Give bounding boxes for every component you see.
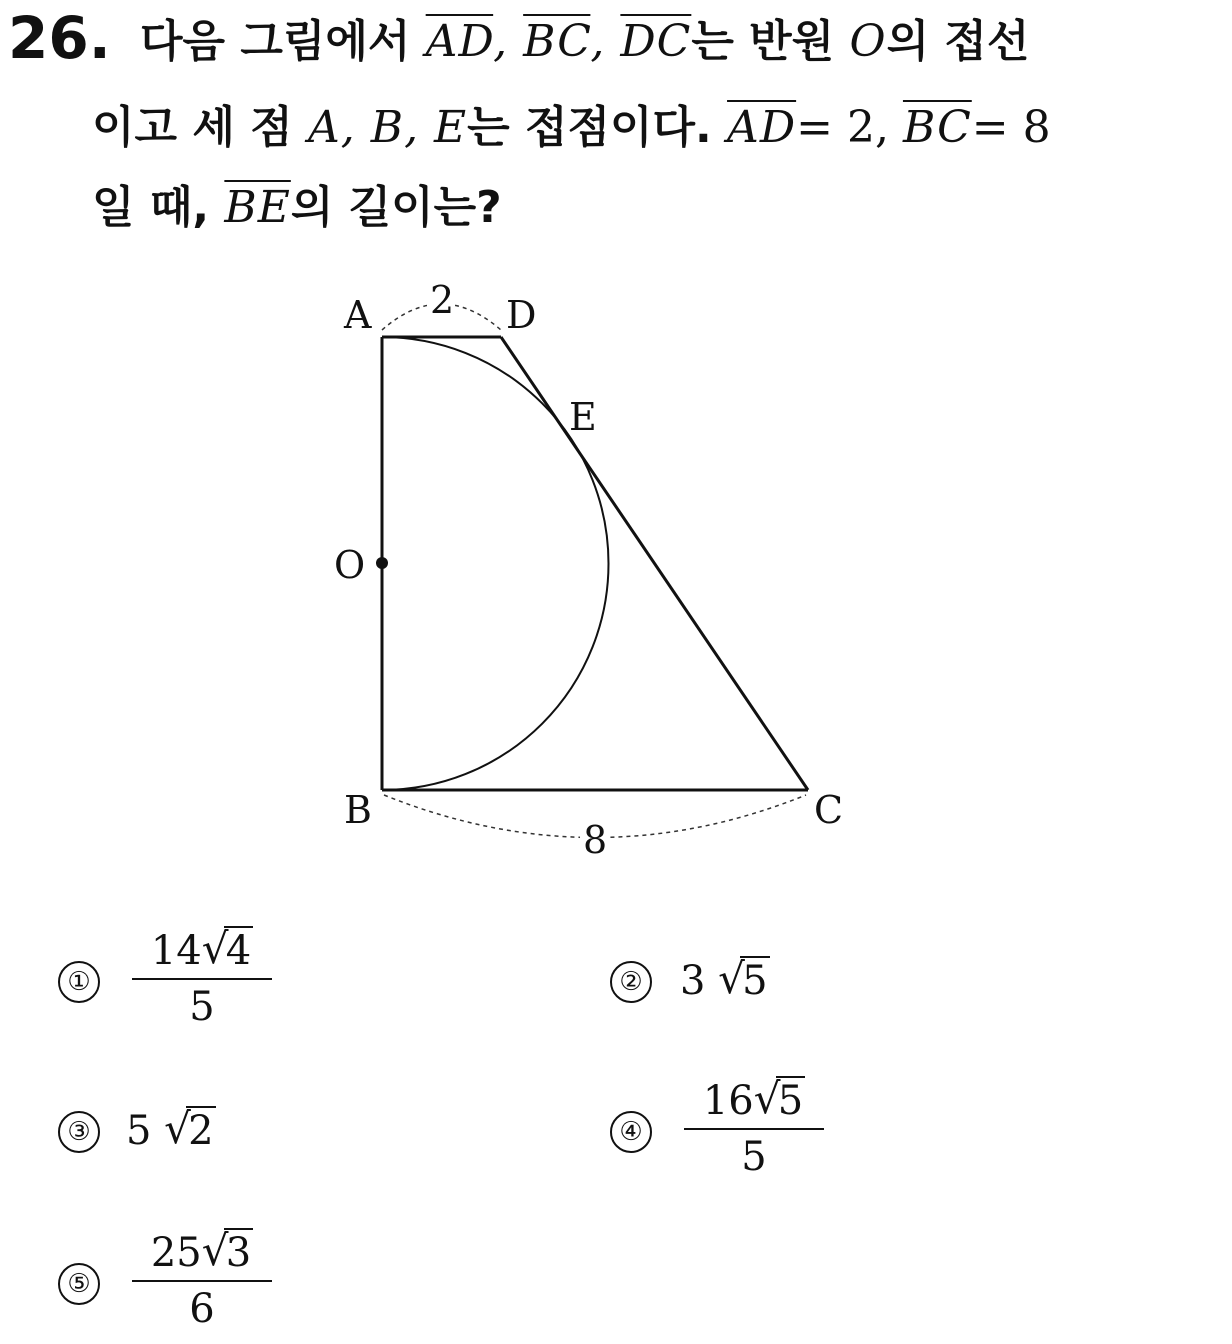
- label-b: B: [344, 788, 372, 832]
- coefficient: 5: [126, 1108, 152, 1154]
- question-text: 는 반원: [691, 16, 850, 67]
- label-c: C: [814, 788, 844, 832]
- radicand: 5: [742, 958, 768, 1004]
- numerator-coef: 16: [702, 1078, 754, 1124]
- label-e: E: [569, 395, 597, 439]
- question-text: 는 접점이다.: [467, 102, 728, 153]
- given-bc: = 8: [971, 102, 1051, 153]
- tangent-points: A, B, E: [307, 102, 468, 153]
- numerator-coef: 25: [150, 1230, 202, 1276]
- radicand: 3: [225, 1230, 252, 1276]
- denominator: 6: [189, 1286, 215, 1332]
- center-point-o: [376, 557, 388, 569]
- separator: ,: [590, 16, 621, 67]
- label-o: O: [334, 543, 366, 587]
- question-text: 의 길이는?: [290, 182, 502, 233]
- length-ad: 2: [430, 278, 455, 322]
- radicand: 2: [188, 1108, 214, 1154]
- question-text: 의 접선: [886, 16, 1030, 67]
- circle-label: O: [849, 16, 887, 67]
- choice-marker: ④: [610, 1111, 652, 1153]
- denominator: 5: [741, 1134, 767, 1180]
- question-number: 26.: [8, 4, 111, 72]
- label-d: D: [506, 293, 537, 337]
- label-a: A: [344, 293, 372, 337]
- question-text: 이고 세 점: [92, 102, 308, 153]
- segment-bc: $\overline{BC}$: [902, 102, 972, 153]
- choice-marker: ②: [610, 961, 652, 1003]
- radicand: 5: [777, 1078, 804, 1124]
- segment-dc: $\overline{DC}$: [620, 16, 692, 67]
- given-ad: = 2,: [796, 102, 903, 153]
- choice-value: 3 √ 5: [680, 954, 768, 1004]
- question-text: 일 때,: [92, 182, 225, 233]
- choice-fraction: 14 √ 4 5: [132, 928, 272, 1030]
- separator: ,: [493, 16, 524, 67]
- denominator: 5: [189, 984, 215, 1030]
- length-bc: 8: [583, 818, 608, 862]
- segment-dc-line: [501, 337, 808, 790]
- coefficient: 3: [680, 958, 706, 1004]
- question-text: 다음 그림에서: [140, 16, 426, 67]
- segment-bc: $\overline{BC}$: [523, 16, 591, 67]
- choice-value: 5 √ 2: [126, 1104, 214, 1154]
- radicand: 4: [225, 928, 252, 974]
- choice-marker: ⑤: [58, 1263, 100, 1305]
- choice-fraction: 16 √ 5 5: [684, 1078, 824, 1180]
- choice-fraction: 25 √ 3 6: [132, 1230, 272, 1332]
- segment-ad: $\overline{AD}$: [425, 16, 494, 67]
- choice-marker: ①: [58, 961, 100, 1003]
- segment-be: $\overline{BE}$: [224, 182, 291, 233]
- numerator-coef: 14: [150, 928, 202, 974]
- segment-ad: $\overline{AD}$: [727, 102, 797, 153]
- choice-marker: ③: [58, 1111, 100, 1153]
